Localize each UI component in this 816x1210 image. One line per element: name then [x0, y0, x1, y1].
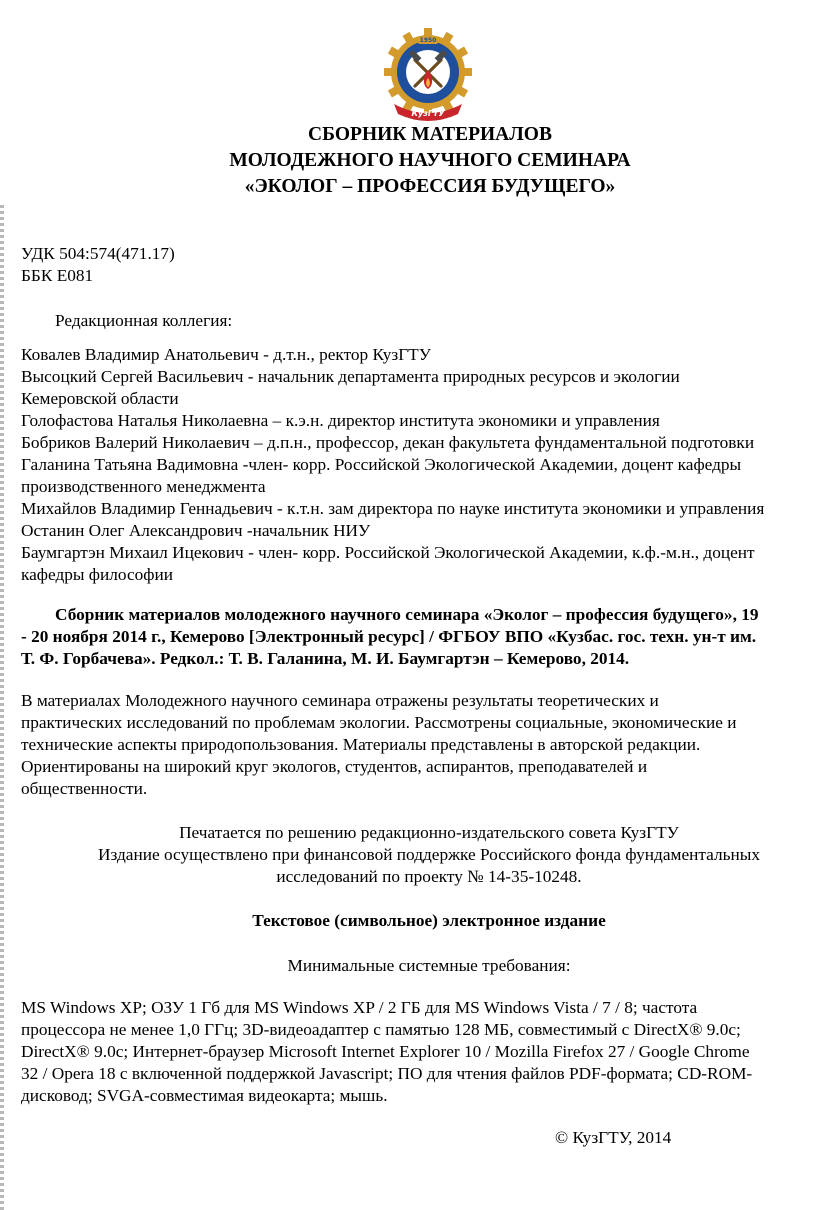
edition-type: Текстовое (символьное) электронное издание: [252, 911, 606, 930]
board-line: Голофастова Наталья Николаевна – к.э.н. директор института экономики и управления: [21, 411, 660, 430]
citation-line: Сборник материалов молодежного научного семинара «Эколог – профессия будущего», 19: [55, 605, 759, 624]
requirements-line: MS Windows XP; ОЗУ 1 Гб для MS Windows XP / 2 ГБ для MS Windows Vista / 7 / 8; частота: [21, 998, 698, 1017]
abstract-line: Ориентированы на широкий круг экологов, студентов, аспирантов, преподавателей и: [21, 757, 648, 776]
bbk-code: ББК Е081: [21, 266, 94, 285]
requirements-line: дисковод; SVGA-совместимая видеокарта; мышь.: [21, 1086, 388, 1105]
citation-line: - 20 ноября 2014 г., Кемерово [Электронный ресурс] / ФГБОУ ВПО «Кузбас. гос. техн. ун-т им.: [21, 627, 757, 646]
title-line: МОЛОДЕЖНОГО НАУЧНОГО СЕМИНАРА: [229, 150, 631, 171]
board-line: Бобриков Валерий Николаевич – д.п.н., профессор, декан факультета фундаментальной подготовки: [21, 433, 755, 452]
title-line: «ЭКОЛОГ – ПРОФЕССИЯ БУДУЩЕГО»: [244, 176, 616, 197]
kuzgtu-logo: [384, 22, 472, 124]
abstract-line: общественности.: [21, 779, 148, 798]
board-line: производственного менеджмента: [21, 477, 266, 496]
publishing-line: Печатается по решению редакционно-издательского совета КузГТУ: [179, 823, 679, 842]
editorial-board-list: [21, 344, 816, 586]
requirements-line: процессора не менее 1,0 ГГц; 3D-видеоадаптер с памятью 128 МБ, совместимый с DirectX® 9.0с;: [21, 1020, 741, 1039]
publishing-info: [0, 822, 816, 888]
system-requirements: [21, 997, 816, 1107]
abstract: [21, 690, 816, 800]
publishing-line: Издание осуществлено при финансовой поддержке Российского фонда фундаментальных: [98, 845, 760, 864]
requirements-heading: Минимальные системные требования:: [287, 956, 571, 975]
requirements-line: DirectX® 9.0с; Интернет-браузер Microsoft Internet Explorer 10 / Mozilla Firefox 27 / Google Chrome: [21, 1042, 750, 1061]
abstract-line: практических исследований по проблемам экологии. Рассмотрены социальные, экономические и: [21, 713, 737, 732]
board-line: Высоцкий Сергей Васильевич - начальник департамента природных ресурсов и экологии: [21, 367, 680, 386]
requirements-line: 32 / Opera 18 с включенной поддержкой Javascript; ПО для чтения файлов PDF-формата; CD-ROM-: [21, 1064, 753, 1083]
citation-line: Т. Ф. Горбачева». Редкол.: Т. В. Галанина, М. И. Баумгартэн – Кемерово, 2014.: [21, 649, 630, 668]
collection-title: [130, 122, 730, 200]
abstract-line: технические аспекты природопользования. Материалы представлены в авторской редакции.: [21, 735, 701, 754]
board-line: Галанина Татьяна Вадимовна -член- корр. Российской Экологической Академии, доцент кафедры: [21, 455, 742, 474]
board-line: кафедры философии: [21, 565, 173, 584]
copyright: © КузГТУ, 2014: [555, 1128, 672, 1147]
logo-ribbon-text: КузГТУ: [411, 109, 445, 118]
title-line: СБОРНИК МАТЕРИАЛОВ: [308, 124, 552, 145]
left-dotted-border: [0, 205, 4, 1210]
udk-code: УДК 504:574(471.17): [21, 244, 175, 263]
board-line: Михайлов Владимир Геннадьевич - к.т.н. зам директора по науке института экономики и управления: [21, 499, 765, 518]
editorial-board-heading: Редакционная коллегия:: [55, 311, 233, 330]
logo-year: 1950: [419, 37, 437, 44]
board-line: Кемеровской области: [21, 389, 179, 408]
abstract-line: В материалах Молодежного научного семинара отражены результаты теоретических и: [21, 691, 659, 710]
publishing-line: исследований по проекту № 14-35-10248.: [276, 867, 582, 886]
board-line: Ковалев Владимир Анатольевич - д.т.н., ректор КузГТУ: [21, 345, 431, 364]
classification-codes: [21, 243, 816, 287]
board-line: Останин Олег Александрович -начальник НИУ: [21, 521, 371, 540]
board-line: Баумгартэн Михаил Ицекович - член- корр. Российской Экологической Академии, к.ф.-м.н., доцент: [21, 543, 755, 562]
bibliographic-citation: [21, 604, 816, 670]
